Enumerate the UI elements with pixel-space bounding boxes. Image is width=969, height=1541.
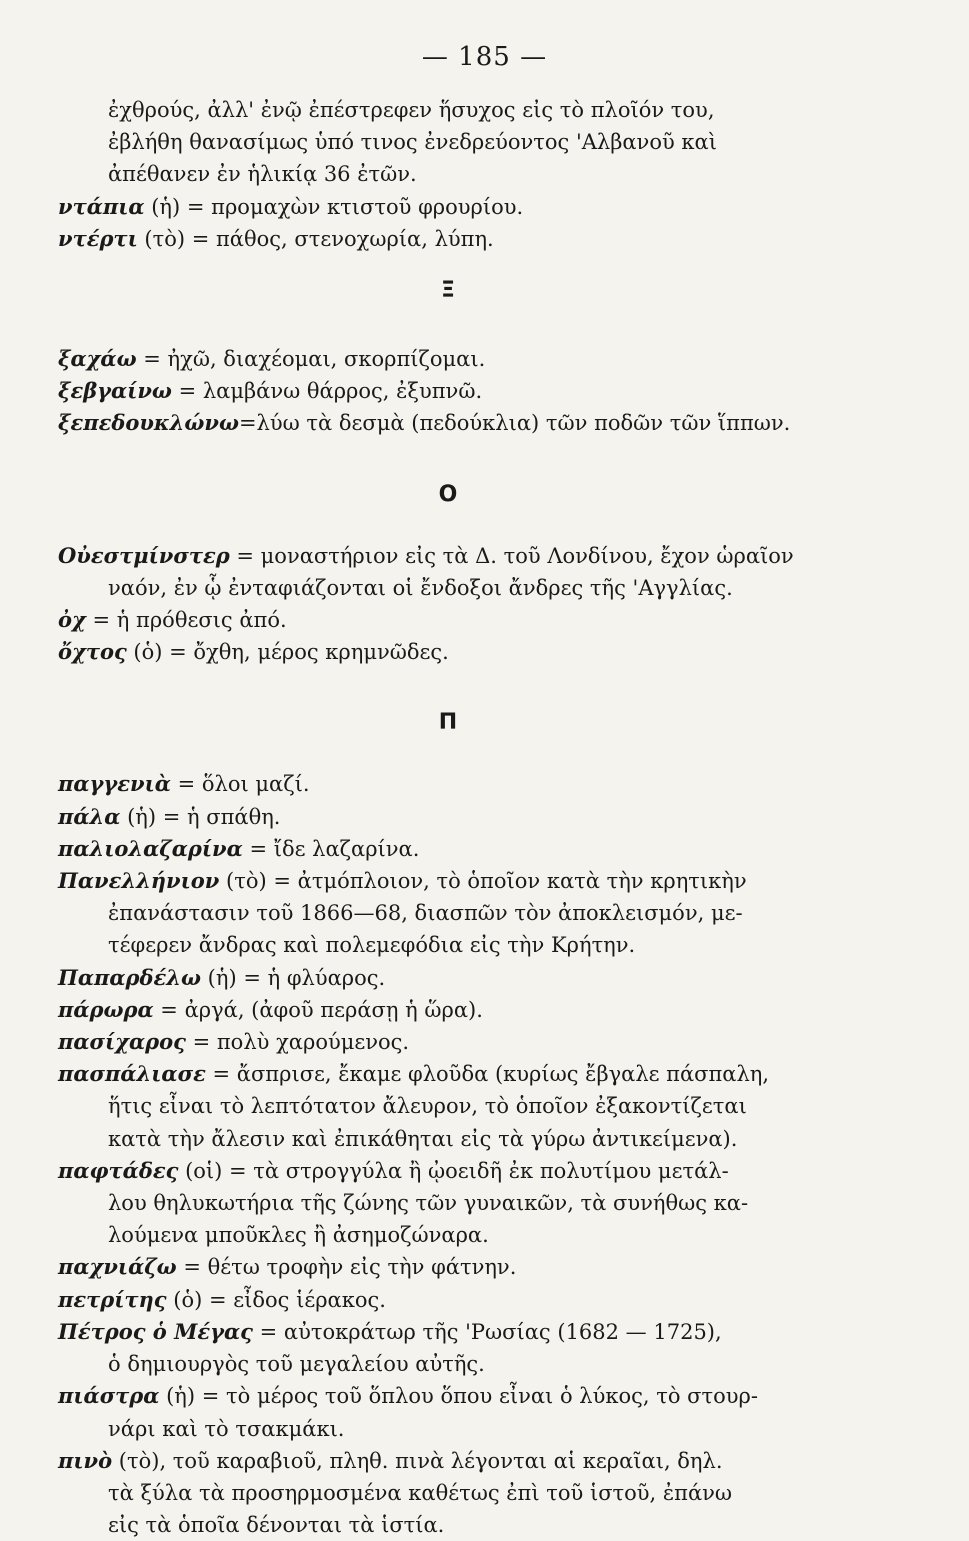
entry-continuation: τέφερεν ἄνδρας καὶ πολεμεφόδια εἰς τὴν Κρήτην.: [108, 933, 636, 958]
entry-panellinion: [58, 865, 838, 897]
entry-piastra: [58, 1380, 838, 1412]
entry-continuation: λούμενα μποῦκλες ἢ ἀσημοζώναρα.: [108, 1223, 489, 1248]
continuation-line: ἐβλήθη θανασίμως ὑπό τινος ἐνεδρεύοντος 'Αλβανοῦ καὶ: [108, 130, 717, 155]
headword: πιάστρα: [58, 1383, 160, 1409]
headword: παλιολαζαρίνα: [58, 835, 243, 861]
entry-ntapia: [58, 191, 838, 223]
definition: (ἡ) = τὸ μέρος τοῦ ὅπλου ὅπου εἶναι ὁ λύκος, τὸ στουρ-: [159, 1384, 758, 1409]
section-letter-o: Ο: [438, 481, 458, 507]
headword: πασπάλιασε: [58, 1061, 206, 1087]
entry-continuation: ἥτις εἶναι τὸ λεπτότατον ἄλευρον, τὸ ὁποῖον ἐξακοντίζεται: [108, 1094, 747, 1119]
definition: =λύω τὰ δεσμὰ (πεδούκλια) τῶν ποδῶν τῶν ἵππων.: [238, 411, 791, 436]
continuation-line: ἐχθρούς, ἀλλ' ἐνῷ ἐπέστρεφεν ἥσυχος εἰς τὸ πλοῖόν του,: [108, 98, 715, 122]
entry-paroro: [58, 994, 838, 1026]
headword: Παπαρδέλω: [58, 964, 201, 990]
entry-westminster: [58, 540, 838, 572]
entry-xachao: [58, 343, 838, 375]
headword: Οὐεστμίνστερ: [58, 542, 230, 568]
definition: = ἀργά, (ἀφοῦ περάσῃ ἡ ὥρα).: [153, 997, 483, 1022]
entry-continuation: τὰ ξύλα τὰ προσηρμοσμένα καθέτως ἐπὶ τοῦ ἱστοῦ, ἐπάνω: [108, 1480, 733, 1505]
definition: (ἡ) = ἡ φλύαρος.: [201, 965, 386, 990]
definition: (ὁ) = ὄχθη, μέρος κρημνῶδες.: [126, 640, 449, 665]
definition: = ὅλοι μαζί.: [170, 772, 310, 797]
definition: = αὐτοκράτωρ τῆς 'Ρωσίας (1682 — 1725),: [252, 1319, 722, 1344]
entry-ochtos: [58, 636, 838, 668]
headword: παχνιάζω: [58, 1254, 177, 1280]
dictionary-body: [58, 94, 838, 1541]
entry-continuation: λου θηλυκωτήρια τῆς ζώνης τῶν γυναικῶν, τὰ συνήθως κα-: [108, 1191, 749, 1216]
definition: (τὸ), τοῦ καραβιοῦ, πληθ. πινὰ λέγονται αἱ κεραῖαι, δηλ.: [112, 1448, 723, 1473]
definition: (οἱ) = τὰ στρογγύλα ἢ ᾠοειδῆ ἐκ πολυτίμου μετάλ-: [178, 1158, 729, 1183]
definition: = ἴδε λαζαρίνα.: [242, 836, 420, 861]
entry-continuation: ὁ δημιουργὸς τοῦ μεγαλείου αὐτῆς.: [108, 1352, 485, 1377]
entry-nterti: [58, 223, 838, 255]
definition: = ἡ πρόθεσις ἀπό.: [85, 608, 287, 633]
headword: ξαχάω: [58, 346, 137, 372]
definition: = πολὺ χαρούμενος.: [185, 1030, 410, 1055]
entry-panghenia: [58, 768, 838, 800]
headword: πάλα: [58, 803, 121, 829]
entry-xevgaino: [58, 375, 838, 407]
definition: (ἡ) = προμαχὼν κτιστοῦ φρουρίου.: [144, 194, 524, 219]
headword: ντάπια: [58, 193, 145, 219]
definition: (ὁ) = εἶδος ἱέρακος.: [166, 1287, 386, 1312]
page-number: — 185 —: [421, 42, 548, 72]
headword: ξεπεδουκλώνω: [58, 410, 239, 436]
headword: πινὸ: [58, 1447, 113, 1473]
definition: (τὸ) = πάθος, στενοχωρία, λύπη.: [137, 226, 494, 251]
headword: Πέτρος ὁ Μέγας: [58, 1318, 253, 1344]
headword: παφτάδες: [58, 1157, 179, 1183]
headword: ὄχτος: [58, 639, 127, 665]
entry-paftades: [58, 1155, 838, 1187]
entry-continuation: νάρι καὶ τὸ τσακμάκι.: [108, 1416, 345, 1441]
entry-continuation: ἐπανάστασιν τοῦ 1866—68, διασπῶν τὸν ἀποκλεισμόν, με-: [108, 901, 743, 926]
definition: = ἄσπρισε, ἔκαμε φλοῦδα (κυρίως ἔβγαλε πάσπαλη,: [205, 1062, 770, 1087]
definition: = μοναστήριον εἰς τὰ Δ. τοῦ Λονδίνου, ἔχον ὡραῖον: [229, 543, 794, 568]
headword: Πανελλήνιον: [58, 868, 220, 894]
entry-parardelo: [58, 962, 838, 994]
entry-continuation: εἰς τὰ ὁποῖα δένονται τὰ ἱστία.: [108, 1513, 445, 1538]
entry-paspaliase: [58, 1058, 838, 1090]
entry-pino: [58, 1445, 838, 1477]
entry-continuation: ναόν, ἐν ᾧ ἐνταφιάζονται οἱ ἔνδοξοι ἄνδρες τῆς 'Αγγλίας.: [108, 575, 733, 600]
entry-pachnidzo: [58, 1251, 838, 1283]
definition: = λαμβάνω θάρρος, ἐξυπνῶ.: [171, 379, 483, 404]
section-letter-xi: Ξ: [441, 278, 455, 304]
entry-xepedouklono: [58, 407, 838, 439]
definition: (τὸ) = ἀτμόπλοιον, τὸ ὁποῖον κατὰ τὴν κρητικὴν: [219, 869, 747, 894]
entry-pasicharos: [58, 1026, 838, 1058]
headword: πάρωρα: [58, 996, 154, 1022]
definition: (ἡ) = ἡ σπάθη.: [120, 804, 281, 829]
entry-paliolazarina: [58, 833, 838, 865]
entry-och: [58, 604, 838, 636]
entry-petritis: [58, 1284, 838, 1316]
headword: ξεβγαίνω: [58, 378, 172, 404]
headword: πετρίτης: [58, 1286, 167, 1312]
entry-petros: [58, 1316, 838, 1348]
entry-pala: [58, 801, 838, 833]
section-letter-pi: Π: [438, 710, 458, 736]
headword: ντέρτι: [58, 225, 138, 251]
entry-continuation: κατὰ τὴν ἄλεσιν καὶ ἐπικάθηται εἰς τὰ γύρω ἀντικείμενα).: [108, 1126, 738, 1151]
continuation-line: ἀπέθανεν ἐν ἡλικίᾳ 36 ἐτῶν.: [108, 162, 417, 187]
headword: πασίχαρος: [58, 1029, 186, 1055]
definition: = ἠχῶ, διαχέομαι, σκορπίζομαι.: [136, 347, 486, 372]
headword: ὀχ: [58, 607, 86, 633]
headword: παγγενιὰ: [58, 771, 171, 797]
definition: = θέτω τροφὴν εἰς τὴν φάτνην.: [176, 1255, 517, 1280]
